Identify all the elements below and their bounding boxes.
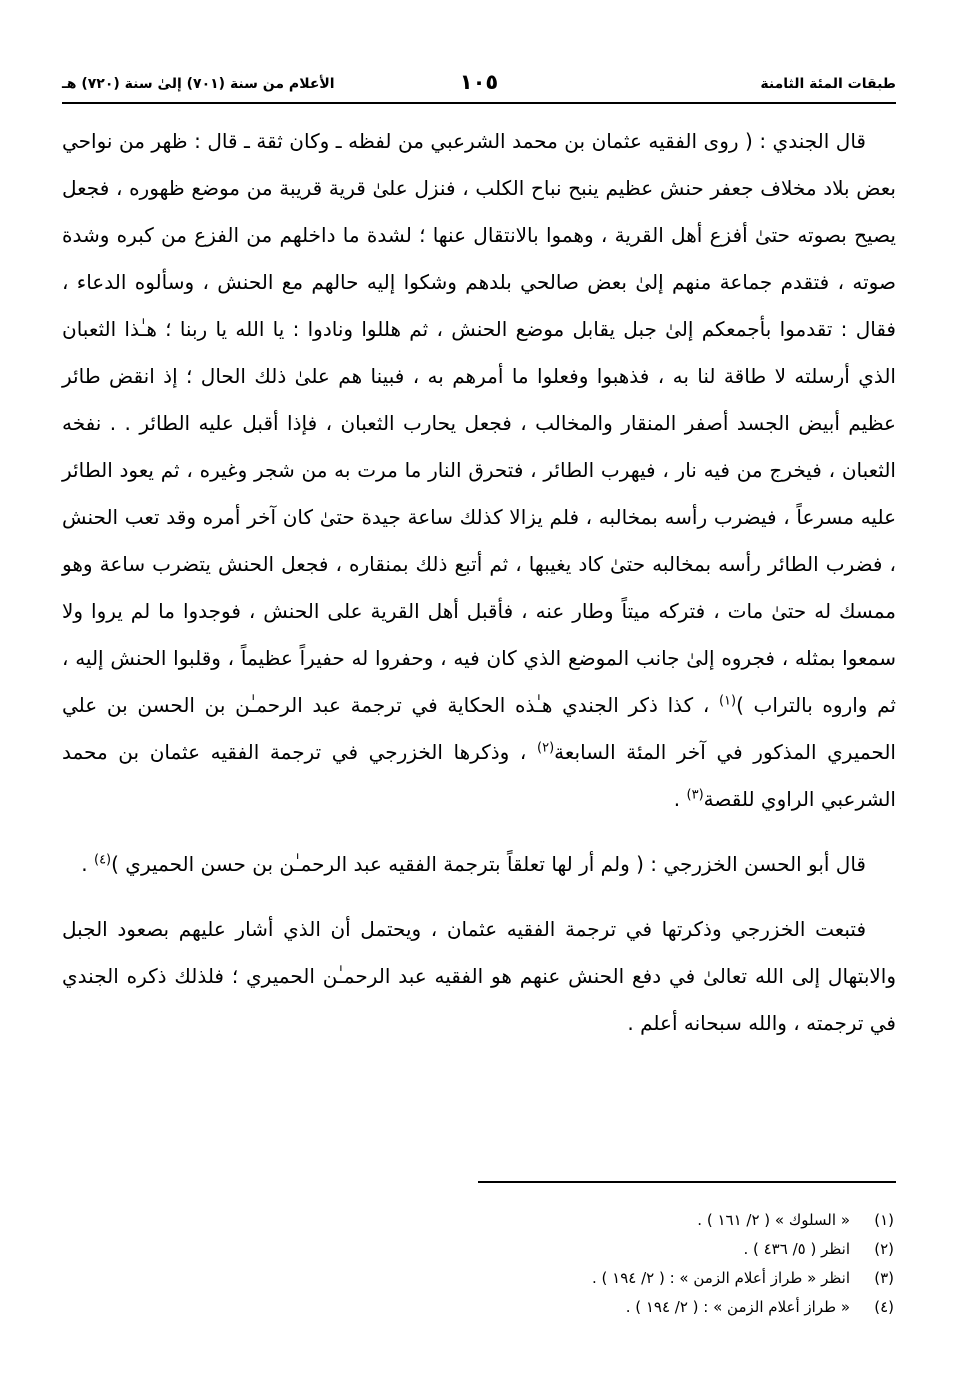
footnote-number: (٢) bbox=[874, 1240, 894, 1258]
paragraph-text: . bbox=[81, 852, 94, 876]
footnote-text: « السلوك » ( ٢/ ١٦١ ) . bbox=[697, 1211, 850, 1229]
paragraph-khazraji-quote bbox=[62, 841, 896, 888]
header-volume-range: الأعلام من سنة (٧٠١) إلىٰ سنة (٧٢٠) هـ bbox=[62, 76, 335, 92]
footnote-rule bbox=[478, 1181, 896, 1183]
footnote-text: انظر « طراز أعلام الزمن » : ( ٢/ ١٩٤ ) . bbox=[592, 1269, 850, 1287]
header-section-title: طبقات المئة الثامنة bbox=[760, 76, 896, 92]
footnote-text: « طراز أعلام الزمن » : ( ٢/ ١٩٤ ) . bbox=[625, 1298, 850, 1316]
footnote-marker: (٣) bbox=[686, 787, 704, 803]
running-header bbox=[62, 68, 896, 98]
footnote-number: (٤) bbox=[874, 1298, 894, 1316]
paragraph-text: قال أبو الحسن الخزرجي : ( ولم أر لها تعلقاً بترجمة الفقيه عبد الرحمـٰن بن حسن الحميري ) bbox=[111, 852, 866, 876]
main-text bbox=[62, 118, 896, 1065]
footnote-item bbox=[394, 1206, 894, 1235]
header-rule bbox=[62, 102, 896, 104]
paragraph-text: فتبعت الخزرجي وذكرتها في ترجمة الفقيه عثمان ، ويحتمل أن الذي أشار عليهم بصعود الجبل والابتهال إلى الله تعالىٰ في دفع الحنش عنهم هو الفقيه عبد الرحمـٰن الحميري ؛ فلذلك ذكره الجندي في ترجمته ، والله سبحانه أعلم . bbox=[62, 917, 896, 1035]
paragraph-text: قال الجندي : ( روى الفقيه عثمان بن محمد الشرعبي من لفظه ـ وكان ثقة ـ قال : ظهر من نواحي بعض بلاد مخلاف جعفر حنش عظيم ينبح نباح الكلب ، فنزل علىٰ قرية قريبة من موضع ظهوره ، فجعل يصيح بصوته حتىٰ أفزع أهل القرية ، وهموا بالانتقال عنها ؛ لشدة ما داخلهم من الفزع من كبره وشدة صوته ، فتقدم جماعة منهم إلىٰ بعض صالحي بلدهم وشكوا إليه حالهم مع الحنش ، وسألوه الدعاء ، فقال : تقدموا بأجمعكم إلىٰ جبل يقابل موضع الحنش ، ثم هللوا ونادوا : يا الله يا ربنا ؛ هـٰذا الثعبان الذي أرسلته لا طاقة لنا به ، فذهبوا وفعلوا ما أمرهم به ، فبينا هم علىٰ ذلك الحال ؛ إذ انقض طائر عظيم أبيض الجسد أصفر المنقار والمخالب ، فجعل يحارب الثعبان ، فإذا أقبل عليه الطائر . . نفخه الثعبان ، فيخرج من فيه نار ، فيهرب الطائر ، فتحرق النار ما مرت به من شجر وغيره ، ثم يعود الطائر عليه مسرعاً ، فيضرب رأسه بمخالبه ، فلم يزالا كذلك ساعة جيدة حتىٰ كان آخر أمره وقد تعب الحنش ، فضرب الطائر رأسه بمخالبه حتىٰ كاد يغيبها ، ثم أتبع ذلك بمنقاره ، فجعل الحنش يتضرب ساعة وهو ممسك له حتىٰ مات ، فتركه ميتاً وطار عنه ، فأقبل أهل القرية على الحنش ، فوجدوا ما لم يروا ولا سمعوا بمثله ، فجروه إلىٰ جانب الموضع الذي كان فيه ، وحفروا له حفيراً عظيماً ، وقلبوا الحنش إليه ، ثم واروه بالتراب ) bbox=[62, 129, 896, 717]
footnote-number: (٣) bbox=[874, 1269, 894, 1287]
paragraph-text: . bbox=[673, 787, 687, 811]
page-number: ١٠٥ bbox=[459, 70, 499, 94]
paragraph-text: ، كذا ذكر الجندي هـٰذه الحكاية في ترجمة عبد الرحمـٰن بن الحسن بن علي الحميري المذكور في آخر المئة السابعة bbox=[62, 693, 896, 764]
footnote-item bbox=[394, 1293, 894, 1322]
footnote-marker: (٢) bbox=[537, 740, 555, 756]
paragraph-jundi-story bbox=[62, 118, 896, 823]
footnote-marker: (٤) bbox=[93, 852, 112, 868]
paragraph-text: ، وذكرها الخزرجي في ترجمة الفقيه عثمان بن محمد الشرعبي الراوي للقصة bbox=[62, 740, 896, 811]
footnote-number: (١) bbox=[874, 1211, 894, 1229]
paragraph-author-note bbox=[62, 906, 896, 1047]
footnotes bbox=[394, 1206, 894, 1322]
footnote-item bbox=[394, 1264, 894, 1293]
footnote-item bbox=[394, 1235, 894, 1264]
footnote-marker: (١) bbox=[718, 693, 737, 709]
footnote-text: انظر ( ٥/ ٤٣٦ ) . bbox=[743, 1240, 850, 1258]
